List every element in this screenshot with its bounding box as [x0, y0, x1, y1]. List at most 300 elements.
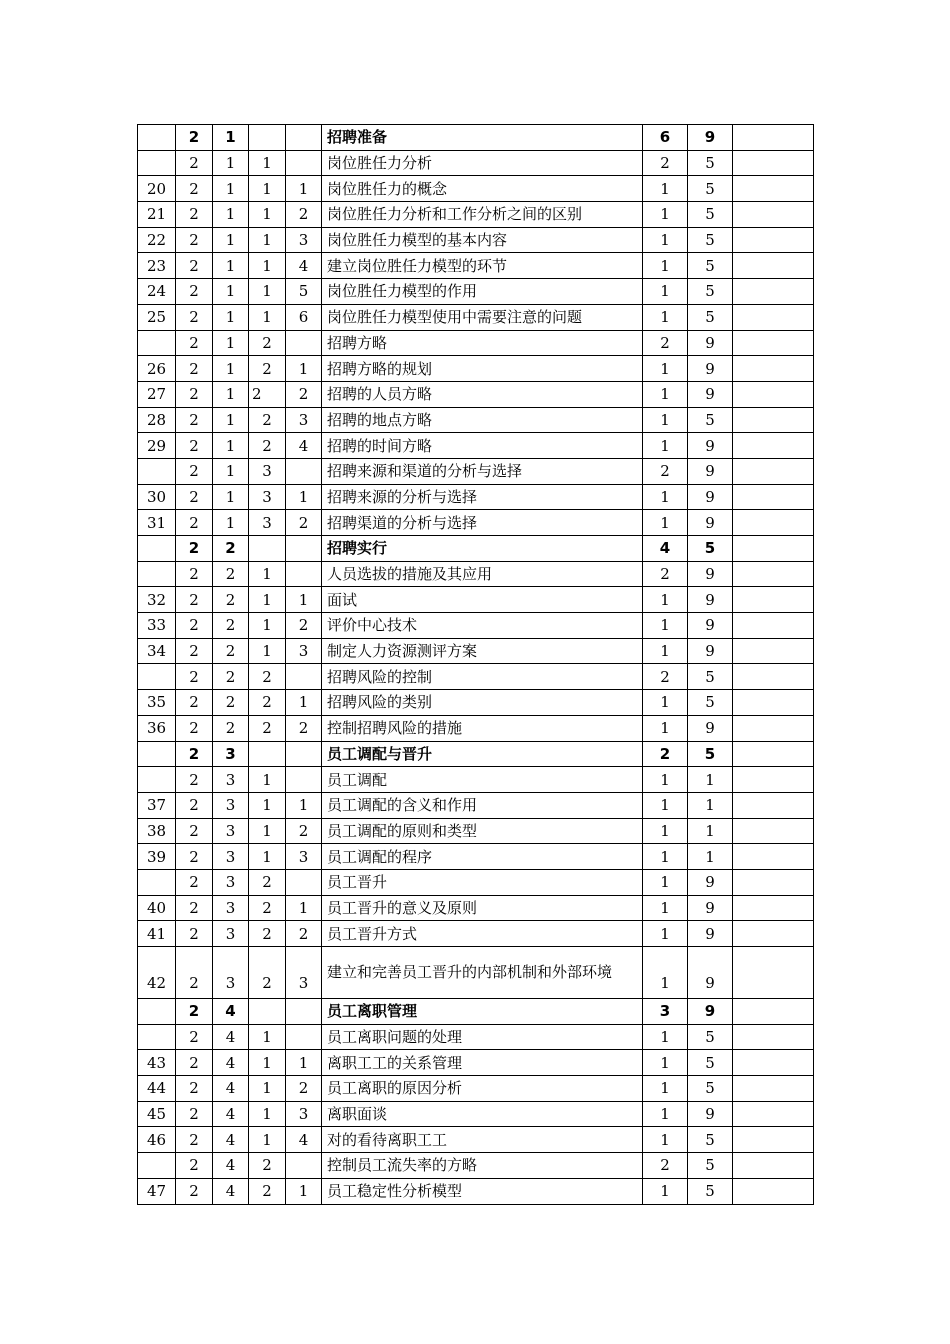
table-row	[138, 587, 814, 613]
topic-title-cell: 岗位胜任力的概念	[322, 176, 643, 202]
level-2-cell: 2	[213, 690, 249, 716]
row-number-cell: 39	[138, 844, 176, 870]
level-1-cell: 2	[176, 253, 213, 279]
value-a-cell: 2	[643, 1153, 688, 1179]
blank-cell	[733, 279, 814, 305]
level-4-cell: 2	[286, 202, 322, 228]
value-b-cell: 9	[688, 330, 733, 356]
table-row	[138, 561, 814, 587]
table-row	[138, 176, 814, 202]
topic-title-cell: 面试	[322, 587, 643, 613]
topic-title-cell: 建立和完善员工晋升的内部机制和外部环境	[322, 947, 643, 999]
level-1-cell: 2	[176, 869, 213, 895]
level-4-cell: 1	[286, 792, 322, 818]
value-a-cell: 1	[643, 1050, 688, 1076]
level-1-cell: 2	[176, 1076, 213, 1102]
level-4-cell	[286, 561, 322, 587]
blank-cell	[733, 1050, 814, 1076]
level-4-cell: 2	[286, 818, 322, 844]
value-b-cell: 9	[688, 587, 733, 613]
value-a-cell: 1	[643, 407, 688, 433]
table-row	[138, 536, 814, 562]
level-1-cell: 2	[176, 536, 213, 562]
topic-title-cell: 员工晋升	[322, 869, 643, 895]
row-number-cell: 25	[138, 304, 176, 330]
level-3-cell	[249, 125, 286, 151]
level-1-cell: 2	[176, 792, 213, 818]
table-row	[138, 330, 814, 356]
level-3-cell: 1	[249, 253, 286, 279]
value-a-cell: 1	[643, 690, 688, 716]
topic-title-cell: 离职面谈	[322, 1101, 643, 1127]
level-4-cell: 1	[286, 895, 322, 921]
level-4-cell: 1	[286, 1050, 322, 1076]
level-3-cell: 2	[249, 690, 286, 716]
value-b-cell: 5	[688, 150, 733, 176]
table-row	[138, 433, 814, 459]
level-3-cell: 1	[249, 587, 286, 613]
level-3-cell: 2	[249, 356, 286, 382]
level-1-cell: 2	[176, 484, 213, 510]
topic-title-cell: 岗位胜任力分析和工作分析之间的区别	[322, 202, 643, 228]
level-1-cell: 2	[176, 895, 213, 921]
level-4-cell	[286, 536, 322, 562]
topic-title-cell: 员工晋升的意义及原则	[322, 895, 643, 921]
value-a-cell: 1	[643, 510, 688, 536]
level-4-cell	[286, 869, 322, 895]
value-b-cell: 9	[688, 921, 733, 947]
blank-cell	[733, 999, 814, 1025]
table-row	[138, 202, 814, 228]
topic-title-cell: 岗位胜任力模型的基本内容	[322, 227, 643, 253]
table-row	[138, 1024, 814, 1050]
table-row	[138, 690, 814, 716]
row-number-cell: 23	[138, 253, 176, 279]
value-b-cell: 9	[688, 433, 733, 459]
value-a-cell: 1	[643, 253, 688, 279]
blank-cell	[733, 330, 814, 356]
blank-cell	[733, 715, 814, 741]
topic-title-cell: 对的看待离职工工	[322, 1127, 643, 1153]
blank-cell	[733, 125, 814, 151]
topic-title-cell: 人员选拔的措施及其应用	[322, 561, 643, 587]
table-row	[138, 869, 814, 895]
value-a-cell: 1	[643, 1024, 688, 1050]
blank-cell	[733, 741, 814, 767]
level-3-cell: 2	[249, 433, 286, 459]
level-1-cell: 2	[176, 150, 213, 176]
value-b-cell: 9	[688, 947, 733, 999]
value-a-cell: 3	[643, 999, 688, 1025]
value-b-cell: 5	[688, 253, 733, 279]
level-4-cell: 2	[286, 1076, 322, 1102]
value-b-cell: 5	[688, 1076, 733, 1102]
row-number-cell: 35	[138, 690, 176, 716]
blank-cell	[733, 895, 814, 921]
table-row	[138, 715, 814, 741]
topic-title-cell: 员工离职的原因分析	[322, 1076, 643, 1102]
row-number-cell: 46	[138, 1127, 176, 1153]
level-1-cell: 2	[176, 767, 213, 793]
level-3-cell: 3	[249, 458, 286, 484]
level-3-cell: 1	[249, 279, 286, 305]
table-row	[138, 1178, 814, 1204]
level-4-cell	[286, 664, 322, 690]
value-b-cell: 1	[688, 767, 733, 793]
level-3-cell	[249, 999, 286, 1025]
value-b-cell: 9	[688, 613, 733, 639]
level-4-cell	[286, 999, 322, 1025]
level-4-cell: 1	[286, 484, 322, 510]
blank-cell	[733, 356, 814, 382]
table-row	[138, 1101, 814, 1127]
value-a-cell: 1	[643, 921, 688, 947]
value-b-cell: 5	[688, 1178, 733, 1204]
topic-title-cell: 员工稳定性分析模型	[322, 1178, 643, 1204]
topic-title-cell: 岗位胜任力分析	[322, 150, 643, 176]
level-4-cell: 4	[286, 433, 322, 459]
value-b-cell: 5	[688, 1127, 733, 1153]
level-2-cell: 1	[213, 458, 249, 484]
level-4-cell: 3	[286, 844, 322, 870]
topic-title-cell: 招聘的时间方略	[322, 433, 643, 459]
level-4-cell	[286, 1024, 322, 1050]
value-a-cell: 1	[643, 356, 688, 382]
level-3-cell: 1	[249, 227, 286, 253]
level-1-cell: 2	[176, 999, 213, 1025]
value-a-cell: 2	[643, 458, 688, 484]
topic-title-cell: 招聘风险的类别	[322, 690, 643, 716]
level-2-cell: 3	[213, 869, 249, 895]
table-row	[138, 1127, 814, 1153]
table-row	[138, 999, 814, 1025]
row-number-cell	[138, 458, 176, 484]
level-1-cell: 2	[176, 715, 213, 741]
table-row	[138, 818, 814, 844]
blank-cell	[733, 1024, 814, 1050]
row-number-cell: 38	[138, 818, 176, 844]
value-a-cell: 4	[643, 536, 688, 562]
level-3-cell: 1	[249, 613, 286, 639]
table-row	[138, 947, 814, 999]
row-number-cell: 24	[138, 279, 176, 305]
level-4-cell	[286, 1153, 322, 1179]
value-a-cell: 2	[643, 330, 688, 356]
row-number-cell: 26	[138, 356, 176, 382]
level-2-cell: 1	[213, 407, 249, 433]
blank-cell	[733, 818, 814, 844]
level-4-cell	[286, 767, 322, 793]
value-b-cell: 5	[688, 536, 733, 562]
blank-cell	[733, 613, 814, 639]
level-2-cell: 4	[213, 1127, 249, 1153]
topic-title-cell: 控制招聘风险的措施	[322, 715, 643, 741]
row-number-cell: 31	[138, 510, 176, 536]
level-4-cell: 6	[286, 304, 322, 330]
level-3-cell: 3	[249, 510, 286, 536]
topic-title-cell: 员工调配	[322, 767, 643, 793]
level-4-cell	[286, 150, 322, 176]
row-number-cell	[138, 150, 176, 176]
row-number-cell: 41	[138, 921, 176, 947]
row-number-cell: 21	[138, 202, 176, 228]
table-row	[138, 638, 814, 664]
row-number-cell	[138, 741, 176, 767]
level-1-cell: 2	[176, 510, 213, 536]
level-1-cell: 2	[176, 433, 213, 459]
level-4-cell	[286, 330, 322, 356]
blank-cell	[733, 1076, 814, 1102]
row-number-cell: 29	[138, 433, 176, 459]
level-4-cell: 3	[286, 947, 322, 999]
table-row	[138, 767, 814, 793]
level-3-cell: 2	[249, 381, 286, 407]
row-number-cell: 36	[138, 715, 176, 741]
topic-title-cell: 招聘方略	[322, 330, 643, 356]
row-number-cell	[138, 561, 176, 587]
blank-cell	[733, 947, 814, 999]
row-number-cell: 42	[138, 947, 176, 999]
level-2-cell: 1	[213, 433, 249, 459]
level-1-cell: 2	[176, 844, 213, 870]
value-a-cell: 1	[643, 1127, 688, 1153]
value-b-cell: 5	[688, 304, 733, 330]
blank-cell	[733, 1101, 814, 1127]
value-a-cell: 1	[643, 869, 688, 895]
value-a-cell: 1	[643, 1178, 688, 1204]
blank-cell	[733, 638, 814, 664]
blank-cell	[733, 150, 814, 176]
level-2-cell: 3	[213, 844, 249, 870]
blank-cell	[733, 869, 814, 895]
level-1-cell: 2	[176, 947, 213, 999]
value-b-cell: 5	[688, 1024, 733, 1050]
value-a-cell: 1	[643, 202, 688, 228]
value-b-cell: 9	[688, 125, 733, 151]
blank-cell	[733, 1127, 814, 1153]
value-a-cell: 1	[643, 279, 688, 305]
value-a-cell: 2	[643, 741, 688, 767]
level-4-cell: 3	[286, 407, 322, 433]
table-row	[138, 484, 814, 510]
level-2-cell: 1	[213, 356, 249, 382]
level-2-cell: 1	[213, 202, 249, 228]
level-1-cell: 2	[176, 1127, 213, 1153]
value-b-cell: 9	[688, 869, 733, 895]
level-4-cell	[286, 125, 322, 151]
row-number-cell	[138, 1153, 176, 1179]
topic-title-cell: 建立岗位胜任力模型的环节	[322, 253, 643, 279]
level-2-cell: 1	[213, 125, 249, 151]
table-row	[138, 1153, 814, 1179]
value-b-cell: 9	[688, 381, 733, 407]
value-b-cell: 1	[688, 818, 733, 844]
level-1-cell: 2	[176, 1024, 213, 1050]
level-2-cell: 4	[213, 1050, 249, 1076]
level-4-cell: 2	[286, 921, 322, 947]
level-1-cell: 2	[176, 356, 213, 382]
level-3-cell	[249, 741, 286, 767]
table-row	[138, 227, 814, 253]
level-2-cell: 2	[213, 561, 249, 587]
level-2-cell: 4	[213, 1101, 249, 1127]
level-1-cell: 2	[176, 381, 213, 407]
topic-title-cell: 招聘风险的控制	[322, 664, 643, 690]
table-row	[138, 921, 814, 947]
level-2-cell: 3	[213, 895, 249, 921]
blank-cell	[733, 381, 814, 407]
value-b-cell: 9	[688, 638, 733, 664]
blank-cell	[733, 202, 814, 228]
level-3-cell: 1	[249, 1076, 286, 1102]
level-2-cell: 3	[213, 921, 249, 947]
topic-title-cell: 招聘的人员方略	[322, 381, 643, 407]
level-3-cell: 2	[249, 330, 286, 356]
level-1-cell: 2	[176, 125, 213, 151]
value-a-cell: 1	[643, 895, 688, 921]
value-a-cell: 6	[643, 125, 688, 151]
topic-title-cell: 员工离职管理	[322, 999, 643, 1025]
level-3-cell: 1	[249, 202, 286, 228]
level-3-cell: 2	[249, 869, 286, 895]
row-number-cell: 20	[138, 176, 176, 202]
level-4-cell: 1	[286, 176, 322, 202]
level-1-cell: 2	[176, 664, 213, 690]
level-4-cell: 1	[286, 587, 322, 613]
row-number-cell: 34	[138, 638, 176, 664]
level-3-cell: 1	[249, 1127, 286, 1153]
level-2-cell: 1	[213, 253, 249, 279]
value-b-cell: 5	[688, 664, 733, 690]
row-number-cell: 22	[138, 227, 176, 253]
level-1-cell: 2	[176, 561, 213, 587]
value-b-cell: 1	[688, 844, 733, 870]
row-number-cell: 40	[138, 895, 176, 921]
value-a-cell: 1	[643, 792, 688, 818]
level-1-cell: 2	[176, 921, 213, 947]
level-2-cell: 1	[213, 381, 249, 407]
value-b-cell: 5	[688, 690, 733, 716]
table-row	[138, 458, 814, 484]
level-4-cell: 2	[286, 510, 322, 536]
table-row	[138, 1076, 814, 1102]
value-b-cell: 5	[688, 1153, 733, 1179]
topic-title-cell: 招聘准备	[322, 125, 643, 151]
value-b-cell: 9	[688, 458, 733, 484]
value-b-cell: 9	[688, 356, 733, 382]
row-number-cell	[138, 664, 176, 690]
value-a-cell: 2	[643, 150, 688, 176]
value-b-cell: 9	[688, 484, 733, 510]
level-1-cell: 2	[176, 1178, 213, 1204]
level-1-cell: 2	[176, 1101, 213, 1127]
level-4-cell: 2	[286, 715, 322, 741]
value-a-cell: 2	[643, 561, 688, 587]
level-2-cell: 1	[213, 227, 249, 253]
value-a-cell: 1	[643, 433, 688, 459]
level-1-cell: 2	[176, 638, 213, 664]
table-row	[138, 356, 814, 382]
topic-title-cell: 招聘渠道的分析与选择	[322, 510, 643, 536]
level-1-cell: 2	[176, 407, 213, 433]
blank-cell	[733, 176, 814, 202]
blank-cell	[733, 561, 814, 587]
level-1-cell: 2	[176, 304, 213, 330]
row-number-cell: 27	[138, 381, 176, 407]
level-1-cell: 2	[176, 613, 213, 639]
level-3-cell: 1	[249, 818, 286, 844]
level-1-cell: 2	[176, 818, 213, 844]
row-number-cell: 43	[138, 1050, 176, 1076]
level-2-cell: 3	[213, 741, 249, 767]
level-1-cell: 2	[176, 279, 213, 305]
table-row	[138, 741, 814, 767]
level-4-cell: 1	[286, 690, 322, 716]
value-a-cell: 2	[643, 664, 688, 690]
level-1-cell: 2	[176, 741, 213, 767]
level-2-cell: 3	[213, 792, 249, 818]
level-4-cell: 2	[286, 381, 322, 407]
blank-cell	[733, 664, 814, 690]
table-row	[138, 1050, 814, 1076]
value-a-cell: 1	[643, 613, 688, 639]
value-a-cell: 1	[643, 844, 688, 870]
blank-cell	[733, 227, 814, 253]
level-3-cell: 2	[249, 407, 286, 433]
level-3-cell: 1	[249, 561, 286, 587]
level-3-cell: 2	[249, 1153, 286, 1179]
level-3-cell: 2	[249, 1178, 286, 1204]
level-3-cell: 2	[249, 921, 286, 947]
table-row	[138, 613, 814, 639]
level-3-cell	[249, 536, 286, 562]
level-2-cell: 1	[213, 279, 249, 305]
level-4-cell: 4	[286, 253, 322, 279]
topic-title-cell: 控制员工流失率的方略	[322, 1153, 643, 1179]
table-row	[138, 279, 814, 305]
level-1-cell: 2	[176, 176, 213, 202]
value-b-cell: 5	[688, 202, 733, 228]
value-a-cell: 1	[643, 638, 688, 664]
level-3-cell: 1	[249, 1101, 286, 1127]
row-number-cell: 44	[138, 1076, 176, 1102]
level-3-cell: 1	[249, 792, 286, 818]
level-2-cell: 2	[213, 715, 249, 741]
value-b-cell: 5	[688, 741, 733, 767]
value-b-cell: 5	[688, 279, 733, 305]
table-row	[138, 150, 814, 176]
blank-cell	[733, 458, 814, 484]
topic-title-cell: 招聘实行	[322, 536, 643, 562]
table-row	[138, 895, 814, 921]
level-1-cell: 2	[176, 227, 213, 253]
value-a-cell: 1	[643, 587, 688, 613]
topic-title-cell: 岗位胜任力模型使用中需要注意的问题	[322, 304, 643, 330]
level-4-cell: 3	[286, 1101, 322, 1127]
value-a-cell: 1	[643, 715, 688, 741]
syllabus-table	[137, 124, 814, 1205]
level-3-cell: 2	[249, 947, 286, 999]
table-row	[138, 253, 814, 279]
level-3-cell: 1	[249, 304, 286, 330]
table-row	[138, 304, 814, 330]
value-b-cell: 9	[688, 1101, 733, 1127]
level-2-cell: 2	[213, 587, 249, 613]
level-2-cell: 2	[213, 536, 249, 562]
level-2-cell: 1	[213, 330, 249, 356]
table-row	[138, 510, 814, 536]
topic-title-cell: 员工离职问题的处理	[322, 1024, 643, 1050]
